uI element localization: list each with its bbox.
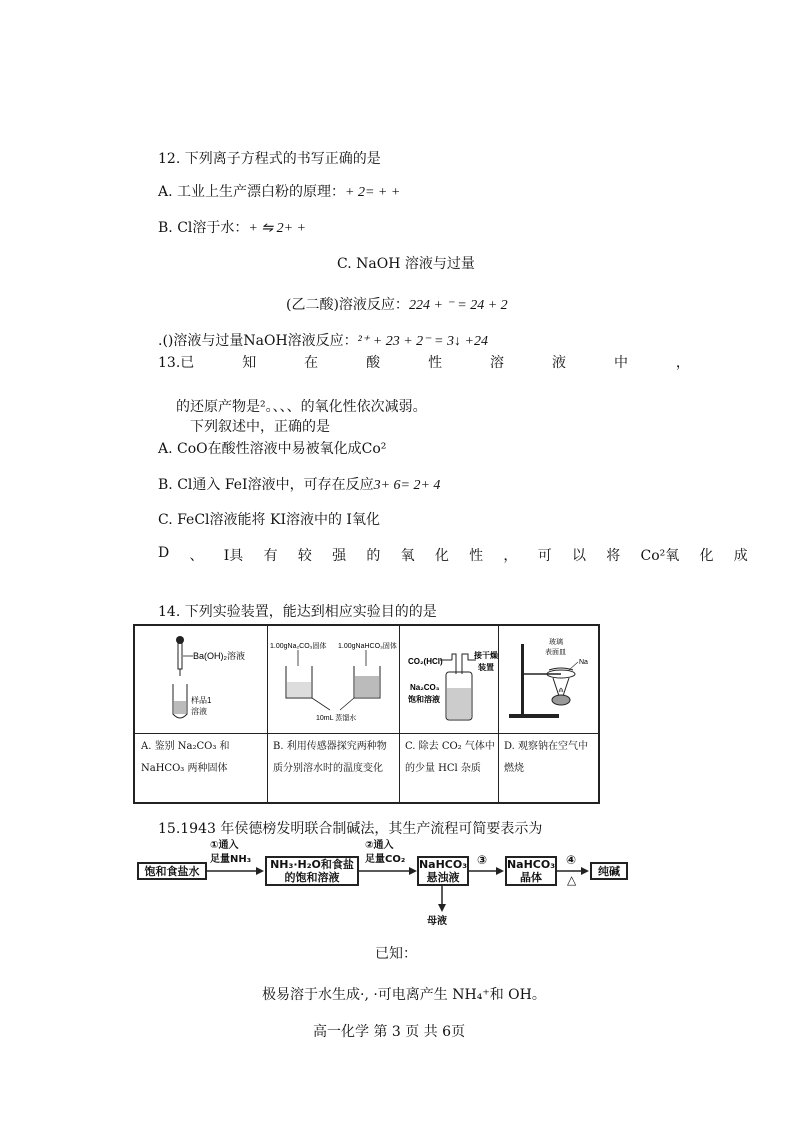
q14-table-divider xyxy=(135,733,598,734)
q13-option-b-equation: 3+ 6= 2+ 4 xyxy=(373,478,441,493)
page-footer: 高一化学 第 3 页 共 6页 xyxy=(313,1024,466,1040)
flow-box-suspension xyxy=(417,856,469,886)
flow-step1-label-1: ①通入 xyxy=(210,840,239,851)
q13-d-word: 氧 xyxy=(400,548,415,564)
q14-caption-c xyxy=(405,736,497,780)
q14-c-liquid-label-2: 饱和溶液 xyxy=(408,695,440,704)
flow-step2-label-1: ②通入 xyxy=(365,840,394,851)
q14-caption-d xyxy=(504,736,598,780)
q13-option-a: A. CoO在酸性溶液中易被氧化成Co² xyxy=(158,441,387,457)
q12-option-c-line1: C. NaOH 溶液与过量 xyxy=(337,256,475,272)
q14-stem: 14. 下列实验装置，能达到相应实验目的的是 xyxy=(158,604,437,620)
q15-note: 极易溶于水生成·, ·可电离产生 NH₄⁺和 OH。 xyxy=(262,987,546,1003)
q13-d-word: 可 xyxy=(537,548,552,564)
q13-d-word: 化 xyxy=(699,548,714,564)
q14-c-dry-label-1: 接干燥 xyxy=(474,651,498,660)
q14-caption-c-line1: C. 除去 CO₂ 气体中 xyxy=(405,741,495,752)
flow-step1-label-2: 足量NH₃ xyxy=(210,854,252,865)
q13-d-word: 有 xyxy=(263,548,278,564)
q12-option-a xyxy=(158,181,400,201)
q14-caption-c-line2: 的少量 HCl 杂质 xyxy=(405,763,481,774)
q13-stem-word: 知 xyxy=(242,355,257,371)
q14-b-right-label: 1.00gNaHCO₃固体 xyxy=(338,643,397,650)
q14-a-sample-label-2: 溶液 xyxy=(191,707,207,716)
q12-option-a-equation: + 2= + + xyxy=(345,185,401,200)
flow-step2-label-2: 足量CO₂ xyxy=(365,854,406,865)
q14-figure-a xyxy=(135,626,268,733)
q14-caption-d-line1: D. 观察钠在空气中 xyxy=(504,741,589,752)
flow-box-saturated-solution xyxy=(265,856,359,886)
q12-option-b-text: B. Cl溶于水： xyxy=(158,220,249,236)
flow-step4-label: ④ xyxy=(566,853,577,867)
q14-b-left-label: 1.00gNa₂CO₃固体 xyxy=(270,643,327,650)
q13-d-word: 较 xyxy=(297,548,312,564)
q13-line2: 的还原产物是²。、、、的氧化性依次减弱。 xyxy=(176,399,427,415)
q13-stem xyxy=(158,352,690,372)
q12-option-a-text: A. 工业上生产漂白粉的原理： xyxy=(158,184,346,200)
q14-d-dish-label-2: 表面皿 xyxy=(545,649,566,656)
q15-known-label: 已知： xyxy=(375,946,417,962)
q14-figure-b xyxy=(268,626,400,733)
q13-stem-word: 在 xyxy=(304,355,319,371)
q12-option-b xyxy=(158,217,306,237)
q13-option-b xyxy=(158,474,440,494)
q13-option-b-text: B. Cl通入 FeI溶液中，可存在反应 xyxy=(158,477,374,493)
q12-option-b-equation: + ⇋ 2+ + xyxy=(248,221,306,236)
q13-stem-word: 液 xyxy=(551,355,566,371)
q14-figure-d xyxy=(499,626,600,733)
q13-d-word: 、 xyxy=(189,548,204,564)
q14-caption-b xyxy=(273,736,399,780)
q13-option-c: C. FeCl溶液能将 KI溶液中的 I氧化 xyxy=(158,512,380,528)
q12-option-d xyxy=(158,330,488,350)
q12-option-c-equation: 224 + ⁻ = 24 + 2 xyxy=(408,298,508,313)
q13-option-d xyxy=(158,545,748,565)
flow-box4-line2: 晶体 xyxy=(520,871,542,884)
q14-caption-b-line1: B. 利用传感器探究两种物 xyxy=(273,741,387,752)
q13-d-word: 成 xyxy=(733,548,748,564)
q14-c-dry-label-2: 装置 xyxy=(478,663,494,672)
q13-stem-word: 性 xyxy=(428,355,443,371)
q14-caption-a-line2: NaHCO₃ 两种固体 xyxy=(141,763,228,774)
q14-caption-a xyxy=(141,736,265,780)
q13-d-word: D xyxy=(158,545,170,561)
flow-box-crystal xyxy=(505,856,557,886)
flow-box2-line2: 的饱和溶液 xyxy=(284,871,340,884)
q14-d-dish-label-1: 玻璃 xyxy=(549,639,563,646)
q12-option-c-text: (乙二酸)溶液反应： xyxy=(286,297,409,313)
q14-c-liquid-label-1: Na₂CO₃ xyxy=(410,683,440,692)
q13-d-word: ， xyxy=(503,548,518,564)
q15-flowchart xyxy=(135,836,635,936)
q14-a-reagent-label: Ba(OH)₂溶液 xyxy=(193,651,245,661)
q14-caption-a-line1: A. 鉴别 Na₂CO₃ 和 xyxy=(141,741,230,752)
flow-step3-label: ③ xyxy=(477,853,488,867)
flow-box3-line1: NaHCO₃ xyxy=(418,858,468,871)
flow-box-brine: 饱和食盐水 xyxy=(137,862,207,880)
q12-option-d-equation: ²⁺ + 23 + 2⁻ = 3↓ +24 xyxy=(357,334,488,349)
q14-caption-d-line2: 燃烧 xyxy=(504,763,524,774)
q13-d-word: 化 xyxy=(434,548,449,564)
q13-stem-word: 酸 xyxy=(366,355,381,371)
q14-d-na-label: Na xyxy=(579,659,588,666)
q13-d-word: 强 xyxy=(332,548,347,564)
flow-box-soda-ash: 纯碱 xyxy=(590,862,628,880)
q12-option-d-text: .()溶液与过量NaOH溶液反应： xyxy=(158,333,358,349)
q13-d-word: I具 xyxy=(223,548,244,564)
q13-d-word: 的 xyxy=(366,548,381,564)
flow-box3-line2: 悬浊液 xyxy=(426,871,460,884)
q14-figure-c xyxy=(400,626,499,733)
flow-box4-line1: NaHCO₃ xyxy=(506,858,556,871)
q13-d-word: 将 xyxy=(606,548,621,564)
q13-stem-word: 中 xyxy=(613,355,628,371)
q13-stem-word: 溶 xyxy=(490,355,505,371)
flow-mother-liquor: 母液 xyxy=(427,916,447,927)
q14-a-sample-label: 样品1 xyxy=(191,696,212,705)
q13-stem-word: ， xyxy=(675,355,690,371)
q14-c-gas-label: CO₂(HCl) xyxy=(408,657,443,666)
q15-stem: 15.1943 年侯德榜发明联合制碱法，其生产流程可简要表示为 xyxy=(158,821,543,837)
q13-d-word: 以 xyxy=(571,548,586,564)
q12-stem: 12. 下列离子方程式的书写正确的是 xyxy=(158,151,381,167)
heat-symbol-icon: △ xyxy=(567,873,577,887)
q13-d-word: 性 xyxy=(469,548,484,564)
q13-stem-word: 13.已 xyxy=(158,355,195,371)
flow-box2-line1: NH₃·H₂O和食盐 xyxy=(270,858,354,871)
q13-line3: 下列叙述中，正确的是 xyxy=(190,419,330,435)
q12-option-c-line2 xyxy=(286,294,508,314)
q13-d-word: Co²氧 xyxy=(640,548,680,564)
q14-b-water-label: 10mL 蒸馏水 xyxy=(316,715,357,722)
q14-caption-b-line2: 质分别溶水时的温度变化 xyxy=(273,763,383,774)
q14-apparatus-table xyxy=(133,624,600,804)
